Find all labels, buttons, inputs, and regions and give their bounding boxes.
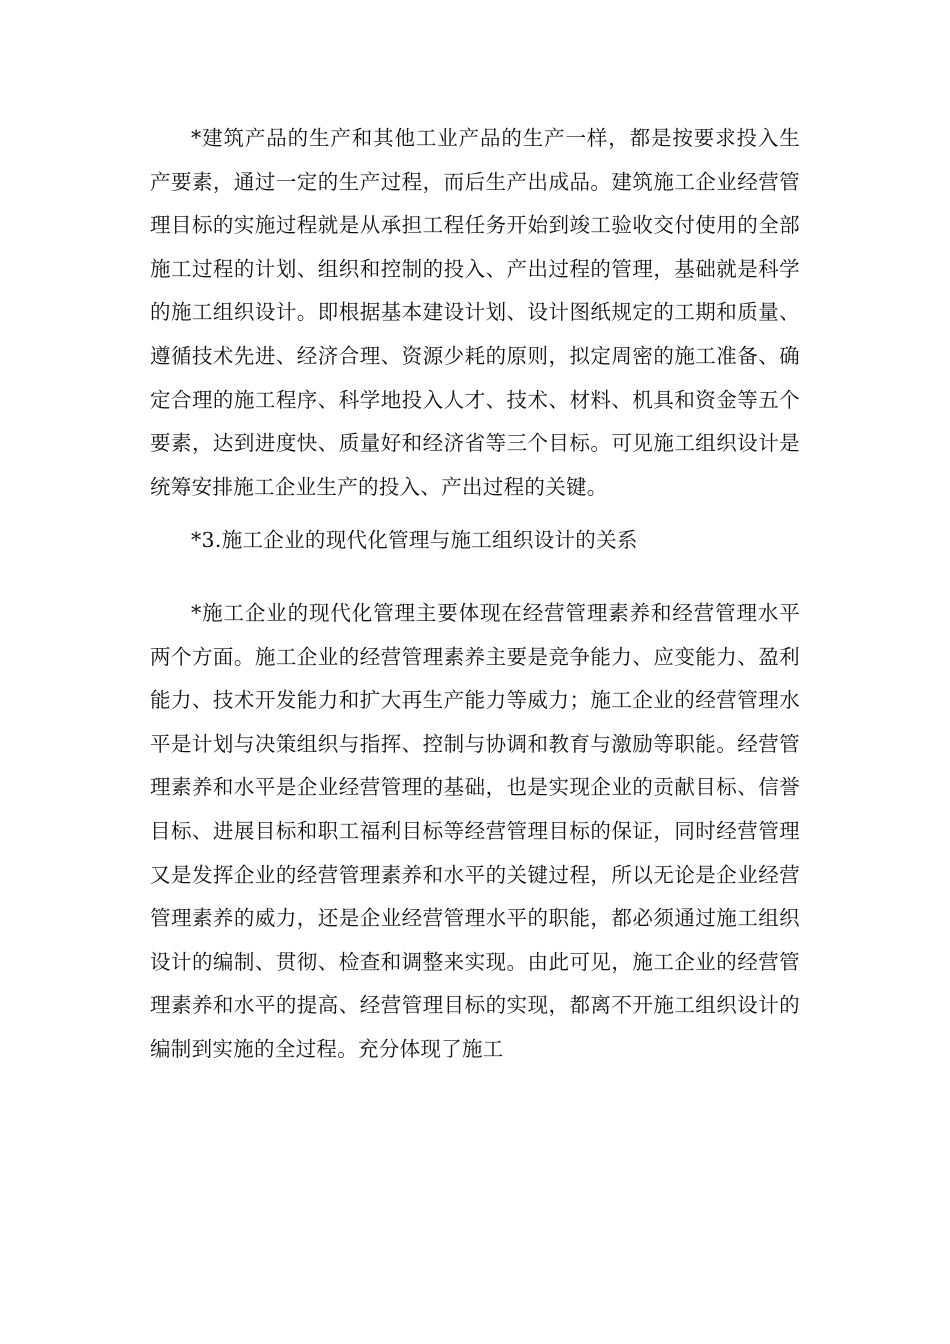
document-body [150,117,800,1071]
paragraph-production-process: *建筑产品的生产和其他工业产品的生产一样，都是按要求投入生产要素，通过一定的生产过程，而后生产出成品。建筑施工企业经营管理目标的实施过程就是从承担工程任务开始到竣工验收交付使用的全部施工过程的计划、组织和控制的投入、产出过程的管理，基础就是科学的施工组织设计。即根据基本建设计划、设计图纸规定的工期和质量、遵循技术先进、经济合理、资源少耗的原则，拟定周密的施工准备、确定合理的施工程序、科学地投入人才、技术、材料、机具和资金等五个要素，达到进度快、质量好和经济省等三个目标。可见施工组织设计是统筹安排施工企业生产的投入、产出过程的关键。 [150,126,800,499]
section-heading-3: *3.施工企业的现代化管理与施工组织设计的关系 [191,528,638,553]
paragraph-modern-management: *施工企业的现代化管理主要体现在经营管理素养和经营管理水平两个方面。施工企业的经营管理素养主要是竞争能力、应变能力、盈利能力、技术开发能力和扩大再生产能力等威力；施工企业的经营管理水平是计划与决策组织与指挥、控制与协调和教育与激励等职能。经营管理素养和水平是企业经营管理的基础，也是实现企业的贡献目标、信誉目标、进展目标和职工福利目标等经营管理目标的保证，同时经营管理又是发挥企业的经营管理素养和水平的关键过程，所以无论是企业经营管理素养的威力，还是企业经营管理水平的职能，都必须通过施工组织设计的编制、贯彻、检查和调整来实现。由此可见，施工企业的经营管理素养和水平的提高、经营管理目标的实现，都离不开施工组织设计的编制到实施的全过程。充分体现了施工 [150,600,800,1061]
